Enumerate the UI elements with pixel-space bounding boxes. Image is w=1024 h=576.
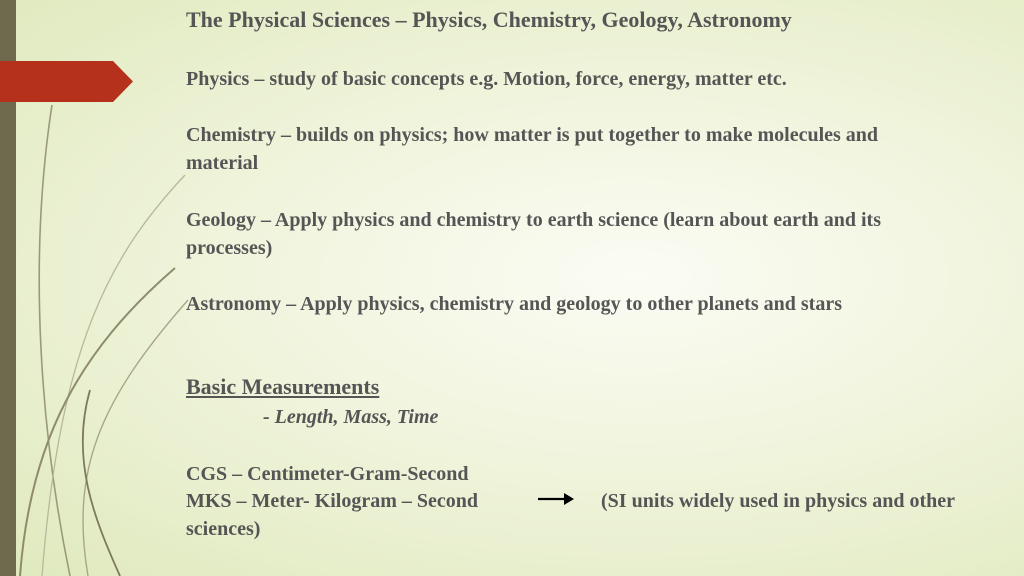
geology-definition-line1: Geology – Apply physics and chemistry to earth science (learn about earth and its [186, 209, 881, 231]
sciences-line: sciences) [186, 518, 261, 540]
geology-definition-line2: processes) [186, 237, 273, 259]
measurements-heading: Basic Measurements [186, 374, 380, 399]
slide-title: The Physical Sciences – Physics, Chemistry, Geology, Astronomy [186, 7, 792, 32]
astronomy-definition: Astronomy – Apply physics, chemistry and geology to other planets and stars [186, 293, 842, 315]
measurements-list: - Length, Mass, Time [263, 406, 439, 428]
mks-line: MKS – Meter- Kilogram – Second [186, 490, 478, 512]
physics-definition: Physics – study of basic concepts e.g. Motion, force, energy, matter etc. [186, 68, 787, 90]
cgs-line: CGS – Centimeter-Gram-Second [186, 463, 469, 485]
si-units-note: (SI units widely used in physics and other [601, 490, 955, 512]
chemistry-definition-line2: material [186, 152, 259, 174]
arrow-right-icon [538, 491, 574, 507]
chemistry-definition-line1: Chemistry – builds on physics; how matter is put together to make molecules and [186, 124, 879, 146]
decorative-swoosh-lines [0, 0, 200, 576]
